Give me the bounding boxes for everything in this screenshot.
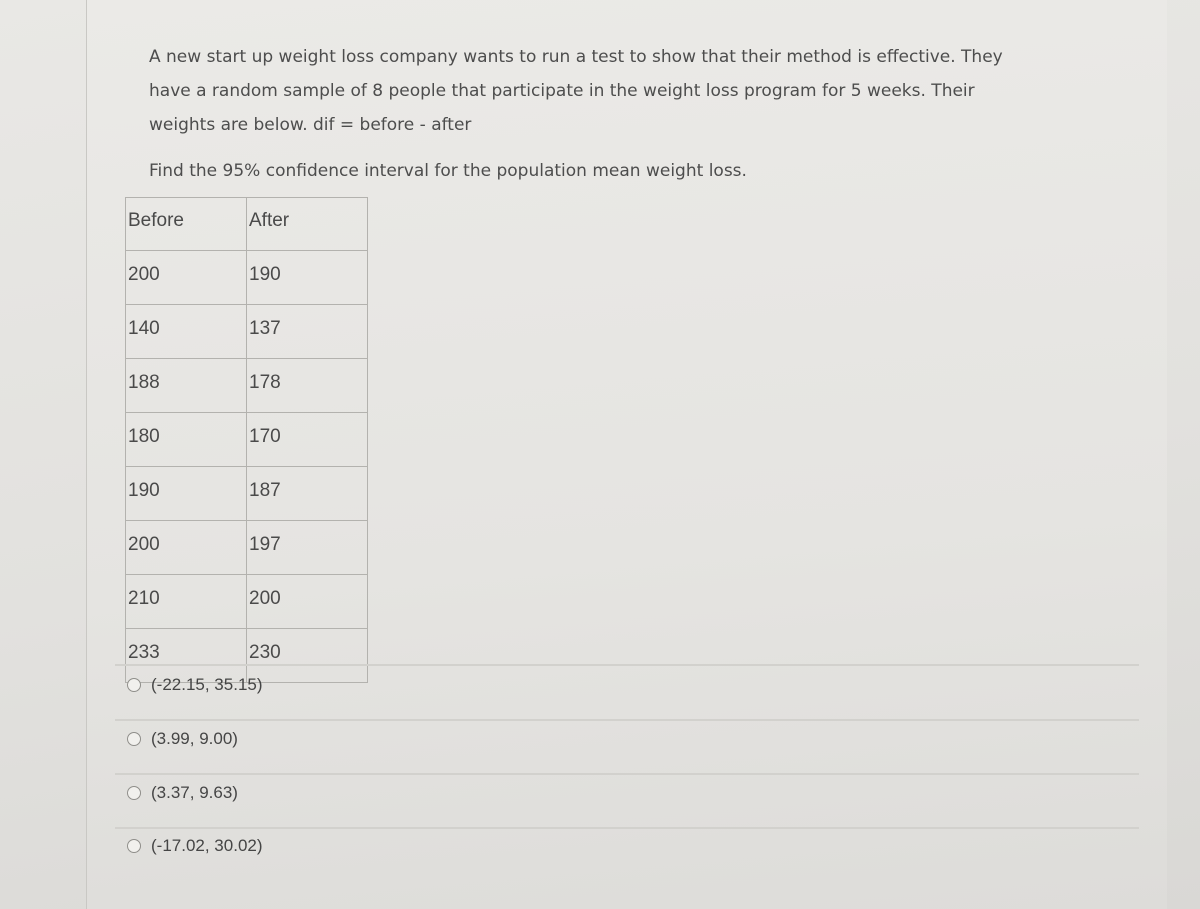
divider — [115, 773, 1139, 775]
after-cell: 230 — [247, 629, 368, 683]
column-header-before: Before — [126, 198, 247, 251]
question-line-3: weights are below. dif = before - after — [149, 115, 472, 135]
before-cell: 210 — [126, 575, 247, 629]
table-row — [126, 575, 368, 629]
table-row — [126, 467, 368, 521]
table-row — [126, 521, 368, 575]
after-cell: 137 — [247, 305, 368, 359]
question-line-1: A new start up weight loss company wants to run a test to show that their method is effective. They — [149, 47, 1003, 67]
table-row — [126, 413, 368, 467]
answer-option-label: (3.99, 9.00) — [151, 729, 238, 748]
question-line-2: have a random sample of 8 people that participate in the weight loss program for 5 weeks. Their — [149, 81, 975, 101]
answer-option-b[interactable] — [127, 729, 238, 749]
column-header-after: After — [247, 198, 368, 251]
answer-option-label: (3.37, 9.63) — [151, 783, 238, 802]
radio-button-icon[interactable] — [127, 678, 141, 692]
answer-option-label: (-17.02, 30.02) — [151, 836, 263, 855]
after-cell: 197 — [247, 521, 368, 575]
after-cell: 200 — [247, 575, 368, 629]
answer-option-a[interactable] — [127, 675, 263, 695]
before-cell: 233 — [126, 629, 247, 683]
after-cell: 178 — [247, 359, 368, 413]
answer-option-c[interactable] — [127, 783, 238, 803]
radio-button-icon[interactable] — [127, 786, 141, 800]
table-row — [126, 359, 368, 413]
before-cell: 190 — [126, 467, 247, 521]
weights-table — [125, 197, 368, 683]
divider — [115, 664, 1139, 666]
radio-button-icon[interactable] — [127, 839, 141, 853]
before-cell: 188 — [126, 359, 247, 413]
question-text — [149, 40, 1139, 188]
answer-option-d[interactable] — [127, 836, 263, 856]
before-cell: 200 — [126, 521, 247, 575]
question-page — [86, 0, 1167, 909]
after-cell: 190 — [247, 251, 368, 305]
table-header-row — [126, 198, 368, 251]
after-cell: 170 — [247, 413, 368, 467]
radio-button-icon[interactable] — [127, 732, 141, 746]
divider — [115, 827, 1139, 829]
question-prompt: Find the 95% confidence interval for the population mean weight loss. — [149, 161, 747, 181]
after-cell: 187 — [247, 467, 368, 521]
table-row — [126, 305, 368, 359]
answer-option-label: (-22.15, 35.15) — [151, 675, 263, 694]
before-cell: 140 — [126, 305, 247, 359]
table-row — [126, 251, 368, 305]
before-cell: 200 — [126, 251, 247, 305]
divider — [115, 719, 1139, 721]
before-cell: 180 — [126, 413, 247, 467]
